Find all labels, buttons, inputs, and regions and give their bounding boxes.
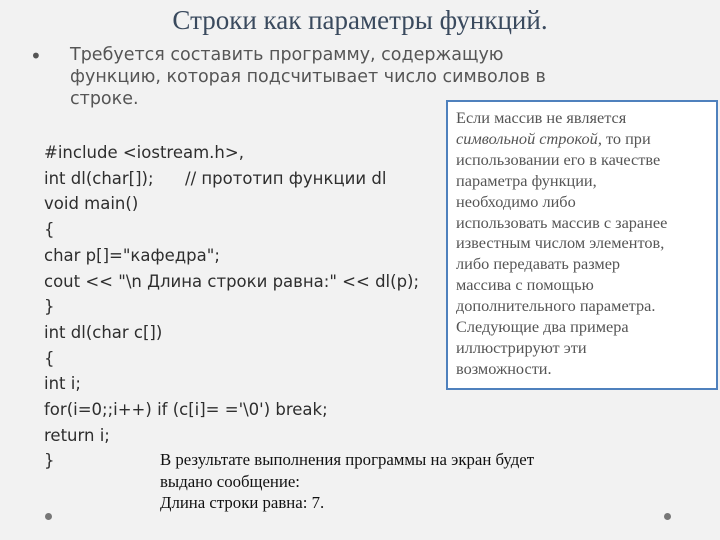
code-line: cout << "\n Длина строки равна:" << dl(p); <box>44 271 420 291</box>
code-line: for(i=0;;i++) if (c[i]= ='\0') break; <box>44 400 328 420</box>
note-line: Если массив не является <box>456 108 627 127</box>
decorative-dot-left <box>45 513 52 520</box>
task-line: строке. <box>70 89 139 109</box>
note-text: то при <box>601 128 651 148</box>
note-line: массива с помощью <box>456 275 594 295</box>
task-line: Требуется составить программу, содержащую <box>70 45 504 65</box>
result-line: В результате выполнения программы на экран будет <box>160 450 535 469</box>
decorative-dot-right <box>664 513 671 520</box>
code-line: char p[]="кафедра"; <box>44 245 220 265</box>
code-line: void main() <box>44 194 139 214</box>
note-line: дополнительного параметра. <box>456 296 656 316</box>
note-line: иллюстрируют эти <box>456 337 587 357</box>
result-line: Длина строки равна: 7. <box>160 493 325 512</box>
note-line: либо передавать размер <box>456 254 621 274</box>
result-line: выдано сообщение: <box>160 471 300 491</box>
code-line: { <box>44 348 55 368</box>
note-line: возможности. <box>456 358 552 378</box>
code-line: #include <iostream.h>, <box>44 143 244 162</box>
code-line: } <box>44 451 55 471</box>
code-line: int dl(char[]); // прототип функции dl <box>44 168 387 188</box>
code-line: { <box>44 220 55 240</box>
note-line: использовать массив с заранее <box>456 212 668 232</box>
note-box <box>446 100 718 390</box>
note-line <box>456 129 708 150</box>
code-listing <box>44 140 419 474</box>
code-line: int i; <box>44 374 81 394</box>
code-line: } <box>44 297 55 317</box>
bullet-marker: • <box>30 44 42 68</box>
note-line: параметра функции, <box>456 170 597 190</box>
note-line: использовании его в качестве <box>456 149 661 169</box>
code-line: return i; <box>44 425 110 445</box>
slide-title: Строки как параметры функций. <box>172 5 548 35</box>
note-line: необходимо либо <box>456 191 576 211</box>
note-italic-text: символьной строкой, <box>456 128 602 148</box>
note-line: Следующие два примера <box>456 317 629 337</box>
note-line: известным числом элементов, <box>456 233 665 253</box>
code-line: int dl(char c[]) <box>44 322 163 342</box>
program-output-description <box>160 449 534 514</box>
task-line: функцию, которая подсчитывает число символов в <box>70 67 546 87</box>
